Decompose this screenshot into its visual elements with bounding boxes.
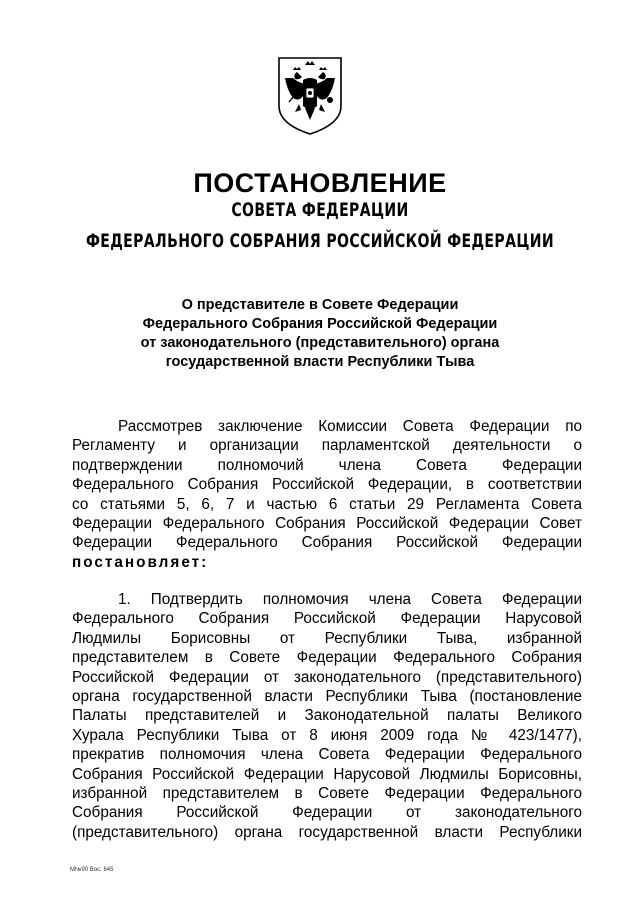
issuer-line-2: ФЕДЕРАЛЬНОГО СОБРАНИЯ РОССИЙСКОЙ ФЕДЕРАЦИИ xyxy=(85,230,555,252)
text-line: представителем в Совете Федерации Федерального Собрания xyxy=(72,649,582,667)
subject-line: О представителе в Совете Федерации xyxy=(181,297,459,313)
document-type-title: ПОСТАНОВЛЕНИЕ xyxy=(193,168,447,198)
coat-of-arms-emblem xyxy=(275,56,345,136)
text-line: Федерации Федерального Собрания Российской Федерации xyxy=(72,534,582,552)
text-line: Собрания Российской Федерации от законодательного xyxy=(72,804,582,822)
text-line: Федерального Собрания Российской Федерации, в соответствии xyxy=(72,476,582,494)
text-line: Палаты представителей и Законодательной палаты Великого xyxy=(72,707,582,725)
item-1-paragraph xyxy=(72,590,582,842)
text-line: органа государственной власти Республики Тыва (постановление xyxy=(72,687,582,705)
preamble-paragraph xyxy=(72,417,582,572)
text-line: Федерации Федерального Собрания Российской Федерации Совет xyxy=(72,514,582,532)
subject-line: государственной власти Республики Тыва xyxy=(165,354,475,370)
text-line: Российской Федерации от законодательного (представительного) xyxy=(72,668,582,686)
text-line: Рассмотрев заключение Комиссии Совета Федерации по xyxy=(118,418,582,435)
text-line: Регламенту и организации парламентской деятельности о xyxy=(72,437,582,455)
text-line: со статьями 5, 6, 7 и частью 6 статьи 29 Регламента Совета xyxy=(72,495,582,513)
subject-line: Федерального Собрания Российской Федерации xyxy=(142,316,498,332)
text-line: Собрания Российской Федерации Нарусовой Людмилы Борисовны, xyxy=(72,765,582,783)
text-line: 1. Подтвердить полномочия члена Совета Федерации xyxy=(118,591,582,608)
subject-line: от законодательного (представительного) органа xyxy=(140,335,500,351)
text-line: прекратив полномочия члена Совета Федерации Федерального xyxy=(72,746,582,764)
document-print-code: М№90 Вос. 645 xyxy=(70,867,114,873)
text-line: Хурала Республики Тыва от 8 июня 2009 года № 423/1477), xyxy=(72,726,582,744)
text-line: Федерального Собрания Российской Федерации Нарусовой xyxy=(72,610,582,628)
text-line: избранной представителем в Совете Федерации Федерального xyxy=(72,784,582,802)
double-headed-eagle-icon xyxy=(275,56,345,136)
resolution-subject xyxy=(100,296,540,372)
decree-word: постановляет: xyxy=(72,553,209,571)
text-line: Людмилы Борисовны от Республики Тыва, избранной xyxy=(72,629,582,647)
text-line: (представительного) органа государственной власти Республики xyxy=(72,823,582,841)
text-line: подтверждении полномочий члена Совета Федерации xyxy=(72,456,582,474)
issuer-line-1: СОВЕТА ФЕДЕРАЦИИ xyxy=(231,199,409,221)
